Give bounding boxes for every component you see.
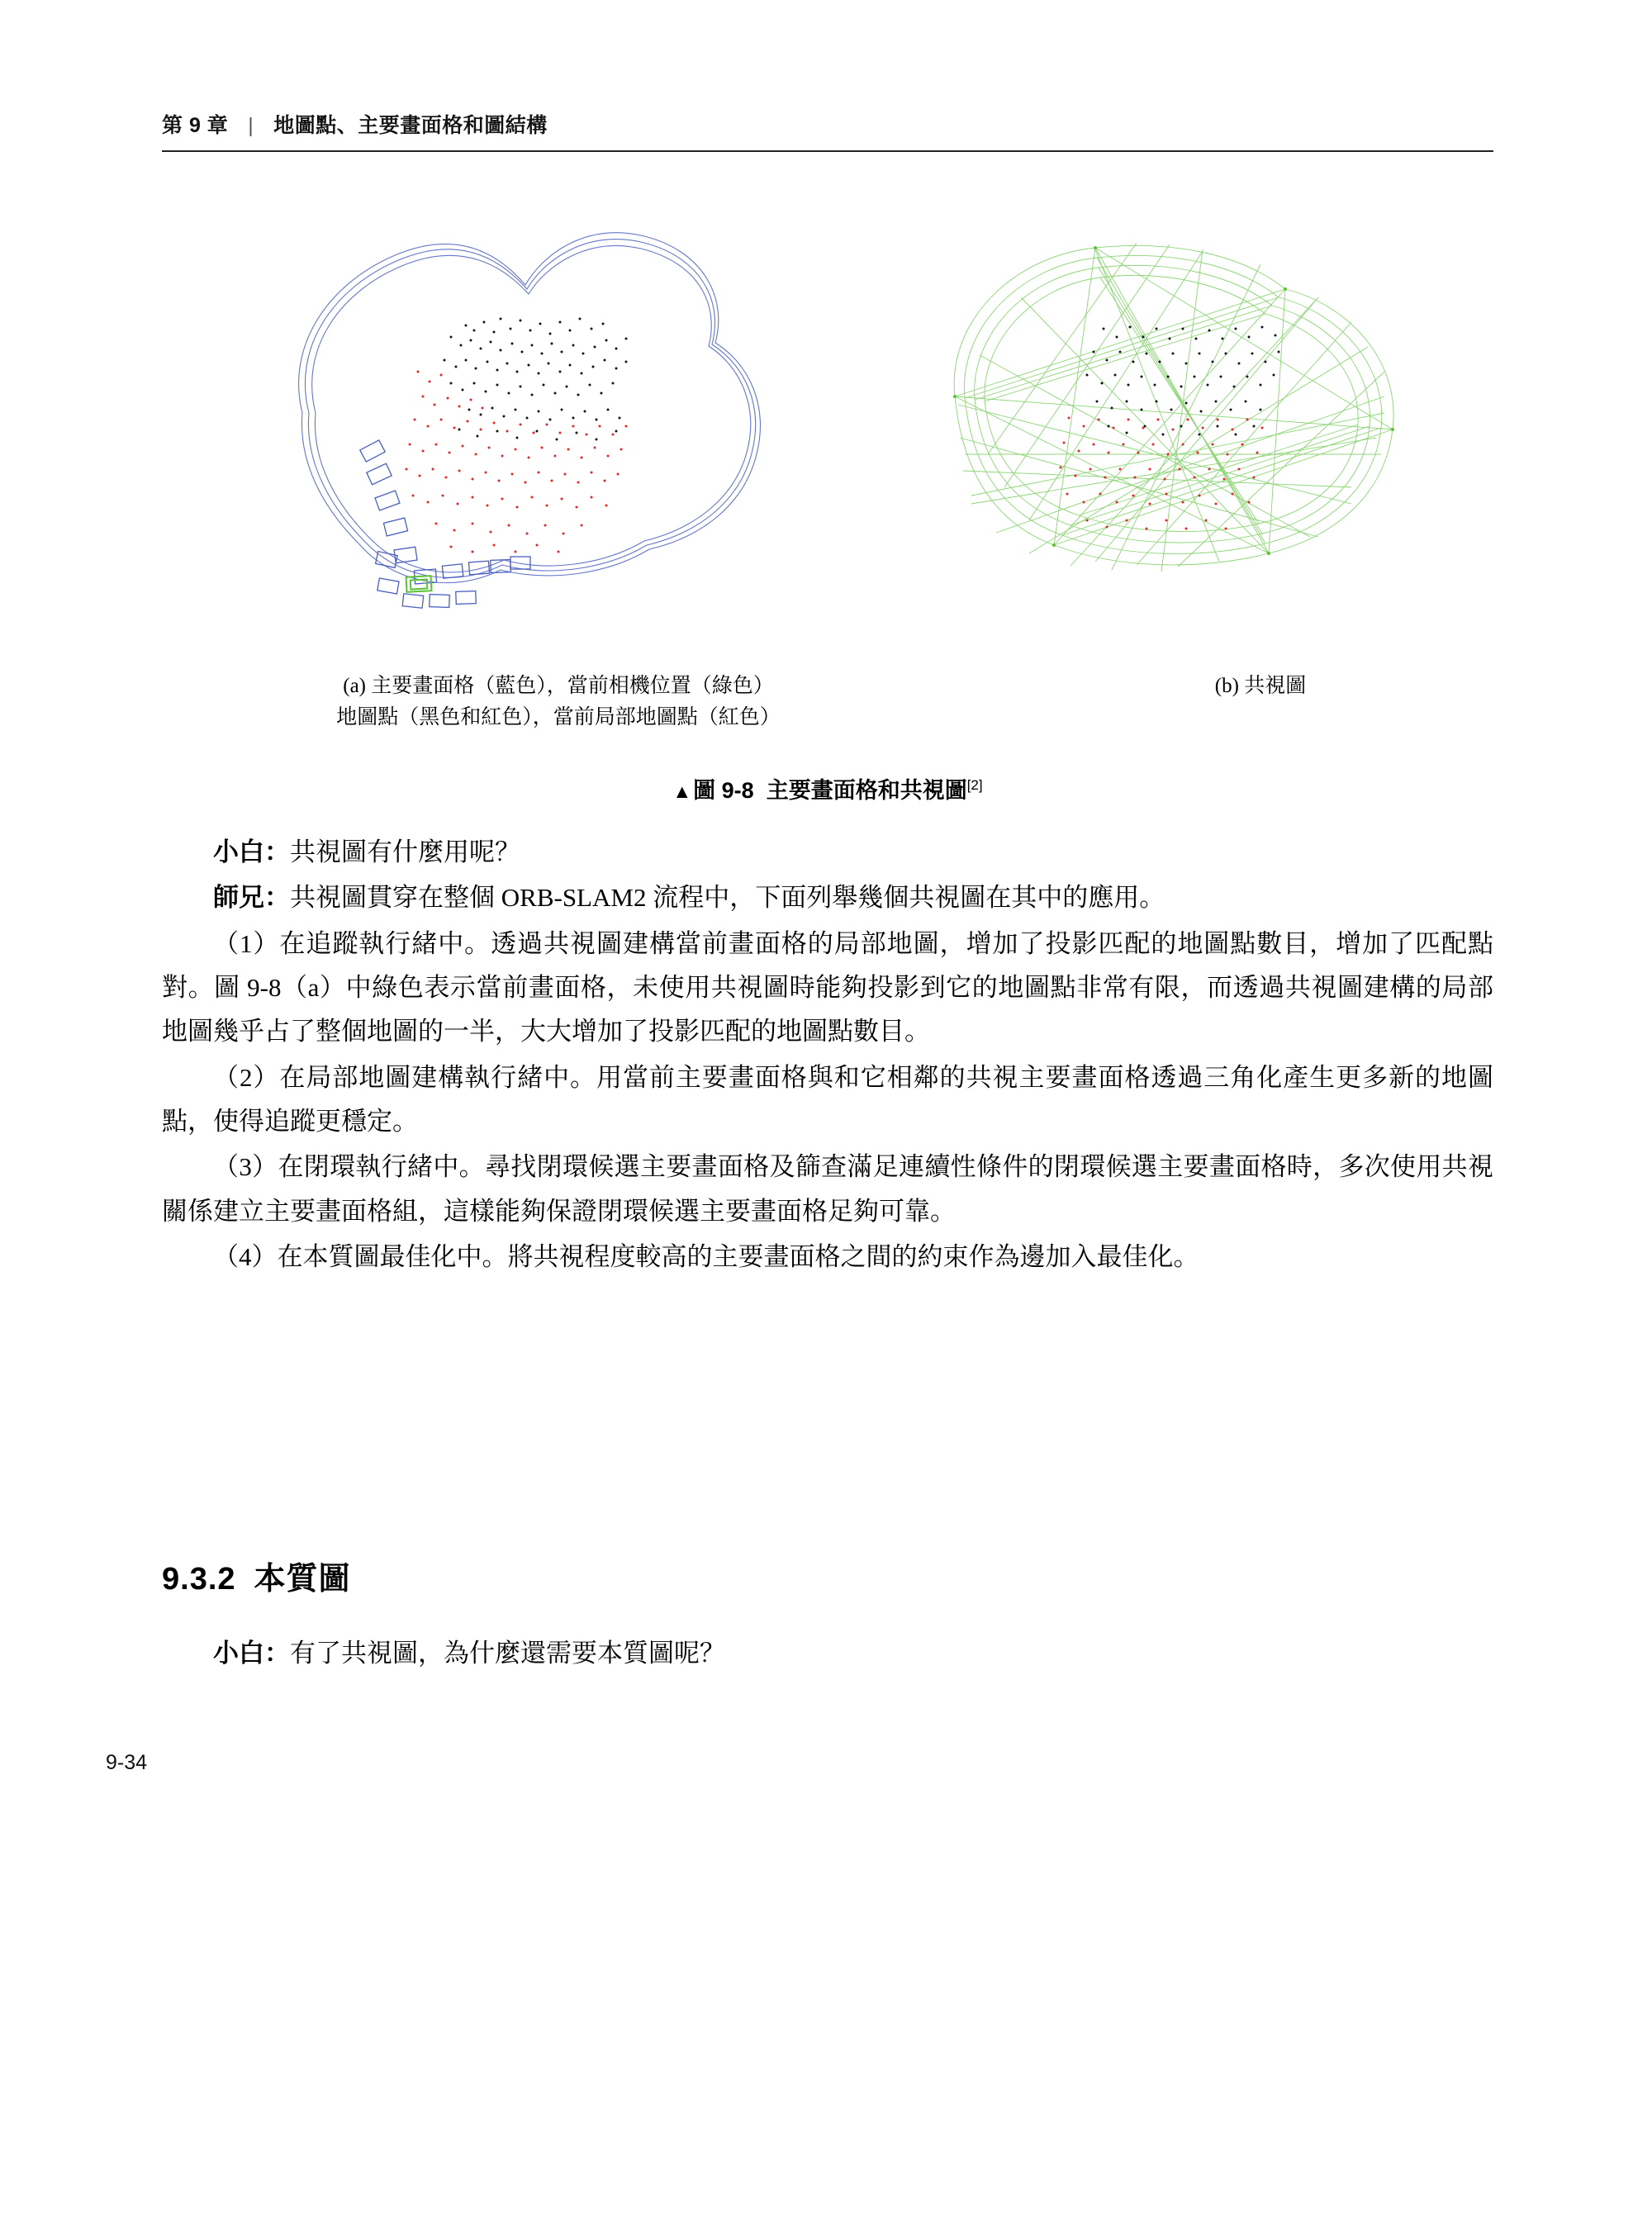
local-map-points-red xyxy=(406,371,628,553)
paragraph-dialog-3 xyxy=(162,1631,1493,1675)
header-section-title: 地圖點、主要畫面格和圖結構 xyxy=(273,114,548,137)
map-points-black xyxy=(1086,326,1280,436)
figure-number-line xyxy=(162,772,1493,804)
speaker-name-xiaobai: 小白： xyxy=(213,838,290,866)
paragraph-dialog-2 xyxy=(162,875,1493,919)
paragraph-item-3: （3）在閉環執行緒中。尋找閉環候選主要畫面格及篩查滿足連續性條件的閉環候選主要畫面格時，多次使用共視關係建立主要畫面格組，這樣能夠保證閉環候選主要畫面格足夠可靠。 xyxy=(162,1152,1493,1226)
header-separator: | xyxy=(248,114,254,137)
paragraph-dialog-2-text: 共視圖貫穿在整個 ORB-SLAM2 流程中，下面列舉幾個共視圖在其中的應用。 xyxy=(290,883,1165,913)
covisibility-graph-plot xyxy=(889,206,1467,644)
page-footer: 9-34 xyxy=(106,1751,148,1774)
header-chapter-label: 第 9 章 xyxy=(162,114,229,137)
paragraph-dialog-1-text: 共視圖有什麼用呢？ xyxy=(290,838,520,866)
figure-reference-marker: [2] xyxy=(966,777,983,793)
body-content xyxy=(162,830,1493,1280)
section-title: 本質圖 xyxy=(254,1562,351,1597)
covisibility-edges-green xyxy=(954,243,1393,572)
paragraph-item-2: （2）在局部地圖建構執行緒中。用當前主要畫面格與和它相鄰的共視主要畫面格透過三角化產生更多新的地圖點，使得追蹤更穩定。 xyxy=(162,1062,1493,1136)
paragraph-dialog-1 xyxy=(162,830,1493,874)
caption-panel-b: (b) 共視圖 xyxy=(1214,675,1307,697)
caption-panel-a-line2: 地圖點（黑色和紅色），當前局部地圖點（紅色） xyxy=(336,705,781,728)
keyframe-loop-blue xyxy=(299,233,761,583)
speaker-name-xiaobai-2: 小白： xyxy=(213,1639,290,1668)
figure-panel-b-covisibility xyxy=(889,206,1467,644)
caption-panel-a-line1: (a) 主要畫面格（藍色），當前相機位置（綠色） xyxy=(343,675,774,697)
closing-content xyxy=(162,1631,1493,1677)
keyframe-trajectory-plot xyxy=(253,206,831,644)
figure-title-label: 主要畫面格和共視圖 xyxy=(766,778,967,803)
paragraph-item-1: （1）在追蹤執行緒中。透過共視圖建構當前畫面格的局部地圖，增加了投影匹配的地圖點數目，增加了匹配點對。圖 9-8（a）中綠色表示當前畫面格，未使用共視圖時能夠投影到它的地圖點非常有限，而透過共視圖建構的局部地圖幾乎占了整個地圖的一半，大大增加了投影匹配的地圖點數目。 xyxy=(162,928,1493,1046)
section-heading xyxy=(162,1553,351,1598)
map-points-black xyxy=(444,318,628,441)
covisibility-nodes-green xyxy=(953,246,1394,555)
page-header xyxy=(162,109,1493,152)
speaker-name-shixiong: 師兄： xyxy=(213,883,290,913)
paragraph-item-4: （4）在本質圖最佳化中。將共視程度較高的主要畫面格之間的約束作為邊加入最佳化。 xyxy=(213,1241,1199,1271)
paragraph-dialog-3-text: 有了共視圖，為什麼還需要本質圖呢？ xyxy=(290,1639,725,1668)
figure-captions xyxy=(162,671,1493,745)
caption-panel-a xyxy=(220,671,897,733)
header-line xyxy=(162,109,1493,150)
figure-marker-icon: ▲ xyxy=(672,781,692,802)
figure-9-8 xyxy=(162,206,1493,644)
figure-panel-a-keyframes xyxy=(253,206,831,644)
figure-number-label: 圖 9-8 xyxy=(693,778,754,803)
section-number: 9.3.2 xyxy=(162,1562,236,1597)
header-divider xyxy=(162,150,1493,152)
